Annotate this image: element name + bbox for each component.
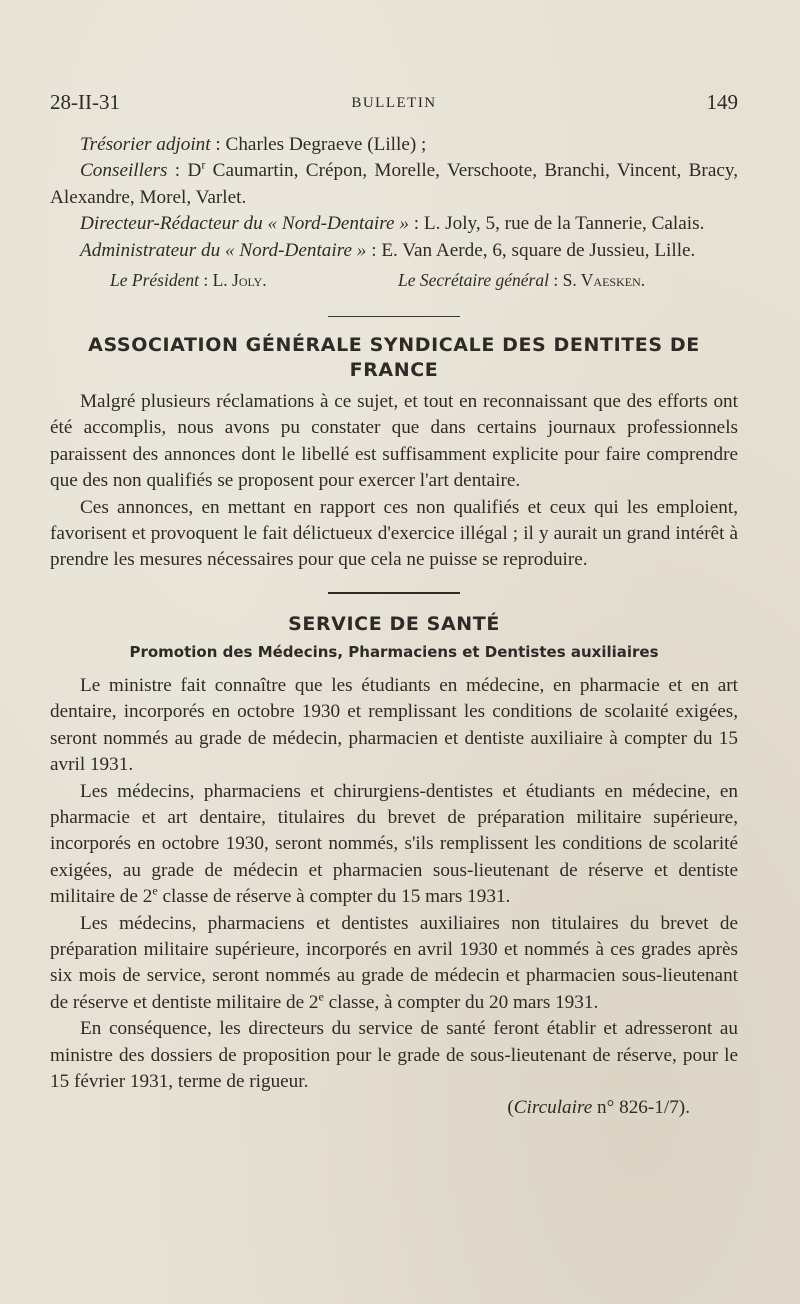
running-header — [50, 88, 738, 116]
header-date: 28-II-31 — [50, 90, 120, 114]
health-paragraph: Le ministre fait connaître que les étudiants en médecine, en pharmacie et en art dentaire, incorporés en octobre 1930 et remplissant les conditions de scolaıité exigées, seront nommés au grade de médecin, pharmacien et dentiste auxiliaire à compter du 15 avril 1931. — [50, 674, 738, 776]
citation-label: Circulaire — [513, 1097, 593, 1119]
board-administrator — [50, 238, 738, 264]
councillors-value-pre: : D — [167, 160, 202, 182]
circular-citation — [50, 1095, 738, 1121]
header-title: BULLETIN — [351, 95, 437, 111]
health-service-subheading: Promotion des Médecins, Pharmaciens et Dentistes auxiliaires — [129, 642, 659, 661]
paragraph3-sup: e — [318, 989, 324, 1004]
board-director — [50, 211, 738, 237]
association-heading: ASSOCIATION GÉNÉRALE SYNDICALE DES DENTITES DE FRANCE — [88, 334, 700, 382]
administrator-value: : E. Van Aerde, 6, square de Jussieu, Lille. — [366, 239, 696, 261]
citation-open: ( — [507, 1097, 514, 1119]
health-paragraph — [50, 779, 738, 911]
section-divider — [328, 592, 460, 594]
president-signature — [110, 266, 267, 294]
treasurer-value: : Charles Degraeve (Lille) ; — [210, 134, 427, 155]
citation-value: n° 826-1/7). — [592, 1097, 690, 1119]
health-paragraph: En conséquence, les directeurs du service de santé feront établir et adresseront au ministre des dossiers de proposition pour le grade de sous-lieutenant de réserve, pour le 15 février 1931, terme de rigueur. — [50, 1018, 738, 1092]
signatures — [50, 266, 738, 294]
councillors-value-post: Caumartin, Crépon, Morelle, Verschoote, Branchi, Vincent, Bracy, Alexandre, Morel, Varlet. — [50, 160, 738, 208]
board-treasurer — [50, 132, 738, 158]
president-label: Le Président — [110, 270, 199, 291]
section-divider — [328, 316, 460, 317]
secretary-signature — [398, 266, 645, 294]
treasurer-label: Trésorier adjoint — [80, 134, 211, 155]
paragraph3-post: classe, à compter du 20 mars 1931. — [323, 991, 599, 1013]
president-value: : L. Joly. — [198, 270, 267, 291]
councillors-label: Conseillers — [80, 160, 168, 182]
councillors-value-sup: r — [201, 158, 206, 173]
administrator-label: Administrateur du « Nord-Dentaire » — [80, 239, 367, 261]
secretary-value: : S. Vaesken. — [548, 270, 646, 291]
director-value: : L. Joly, 5, rue de la Tannerie, Calais. — [408, 213, 705, 235]
secretary-label: Le Secrétaire général — [398, 270, 549, 291]
director-label: Directeur-Rédacteur du « Nord-Dentaire » — [80, 213, 409, 235]
paragraph2-post: classe de réserve à compter du 15 mars 1931. — [157, 886, 511, 908]
page-number: 149 — [706, 90, 738, 114]
paragraph2-pre: Les médecins, pharmaciens et chirurgiens-dentistes et étudiants en médecine, en pharmacie et art dentaire, titulaires du brevet de préparation militaire supérieure, incorporés en octobre 1930, seront nommés, s'ils remplissent les conditions de scolarité exigées, au grade de médecin et pharmacien sous-lieutenant de réserve et dentiste militaire de 2 — [50, 780, 738, 908]
association-paragraph: Ces annonces, en mettant en rapport ces non qualifiés et ceux qui les emploient, favorisent et provoquent le fait délictueux d'exercice illégal ; il y aurait un grand intérêt à prendre les mesures nécessaires pour que cela ne puisse se reproduire. — [50, 496, 738, 571]
page-content — [50, 132, 738, 1122]
association-paragraph: Malgré plusieurs réclamations à ce sujet, et tout en reconnaissant que des efforts ont été accomplis, nous avons pu constater que dans certains journaux professionnels paraissent des annonces dont le libellé est suffisamment explicite pour faire comprendre que des non qualifiés se proposent pour exercer l'art dentaire. — [50, 391, 738, 492]
paragraph3-pre: Les médecins, pharmaciens et dentistes auxiliaires non titulaires du brevet de préparation militaire supérieure, incorporés en avril 1930 et nommés à ces grades après six mois de service, seront nommés au grade de médecin et pharmacien sous-lieutenant de réserve et dentiste militaire de 2 — [50, 912, 738, 1013]
paragraph2-sup: e — [152, 883, 158, 898]
health-paragraph — [50, 911, 738, 1017]
board-councillors — [50, 158, 738, 211]
health-service-heading: SERVICE DE SANTÉ — [288, 612, 500, 635]
